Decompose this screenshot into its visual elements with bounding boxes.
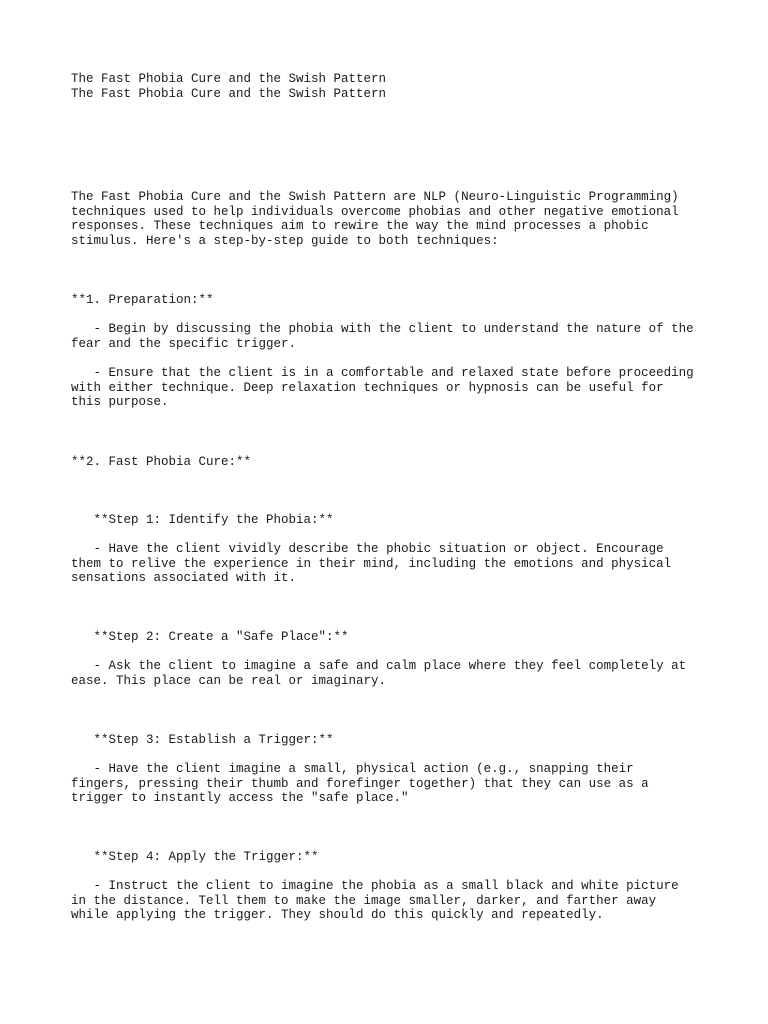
step-3-heading: **Step 3: Establish a Trigger:** [71,733,334,747]
intro-paragraph: The Fast Phobia Cure and the Swish Pattern are NLP (Neuro-Linguistic Programming) techniques used to help individuals overcome phobias and other negative emotional responses. These techniques aim to rewire the way the mind processes a phobic stimulus. Here's a step-by-step guide to both techniques: [71,190,679,249]
preparation-bullet-1: - Begin by discussing the phobia with the client to understand the nature of the fear and the specific trigger. [71,322,694,351]
section-heading-preparation: **1. Preparation:** [71,293,214,307]
step-4-heading: **Step 4: Apply the Trigger:** [71,850,319,864]
step-1-body: - Have the client vividly describe the phobic situation or object. Encourage them to relive the experience in their mind, including the emotions and physical sensations associated with it. [71,542,672,586]
step-1-heading: **Step 1: Identify the Phobia:** [71,513,334,527]
step-2-body: - Ask the client to imagine a safe and calm place where they feel completely at ease. This place can be real or imaginary. [71,659,687,688]
step-2-heading: **Step 2: Create a "Safe Place":** [71,630,349,644]
section-heading-fast-phobia-cure: **2. Fast Phobia Cure:** [71,455,252,469]
step-3-body: - Have the client imagine a small, physical action (e.g., snapping their fingers, pressing their thumb and forefinger together) that they can use as a trigger to instantly access the "safe place." [71,762,649,806]
step-4-body: - Instruct the client to imagine the phobia as a small black and white picture in the distance. Tell them to make the image smaller, darker, and farther away while applying the trigger. They should do this quickly and repeatedly. [71,879,679,923]
document-title-repeat: The Fast Phobia Cure and the Swish Pattern [71,87,387,101]
preparation-bullet-2: - Ensure that the client is in a comfortable and relaxed state before proceeding with either technique. Deep relaxation techniques or hypnosis can be useful for this purpose. [71,366,694,410]
document-title: The Fast Phobia Cure and the Swish Pattern [71,72,387,86]
